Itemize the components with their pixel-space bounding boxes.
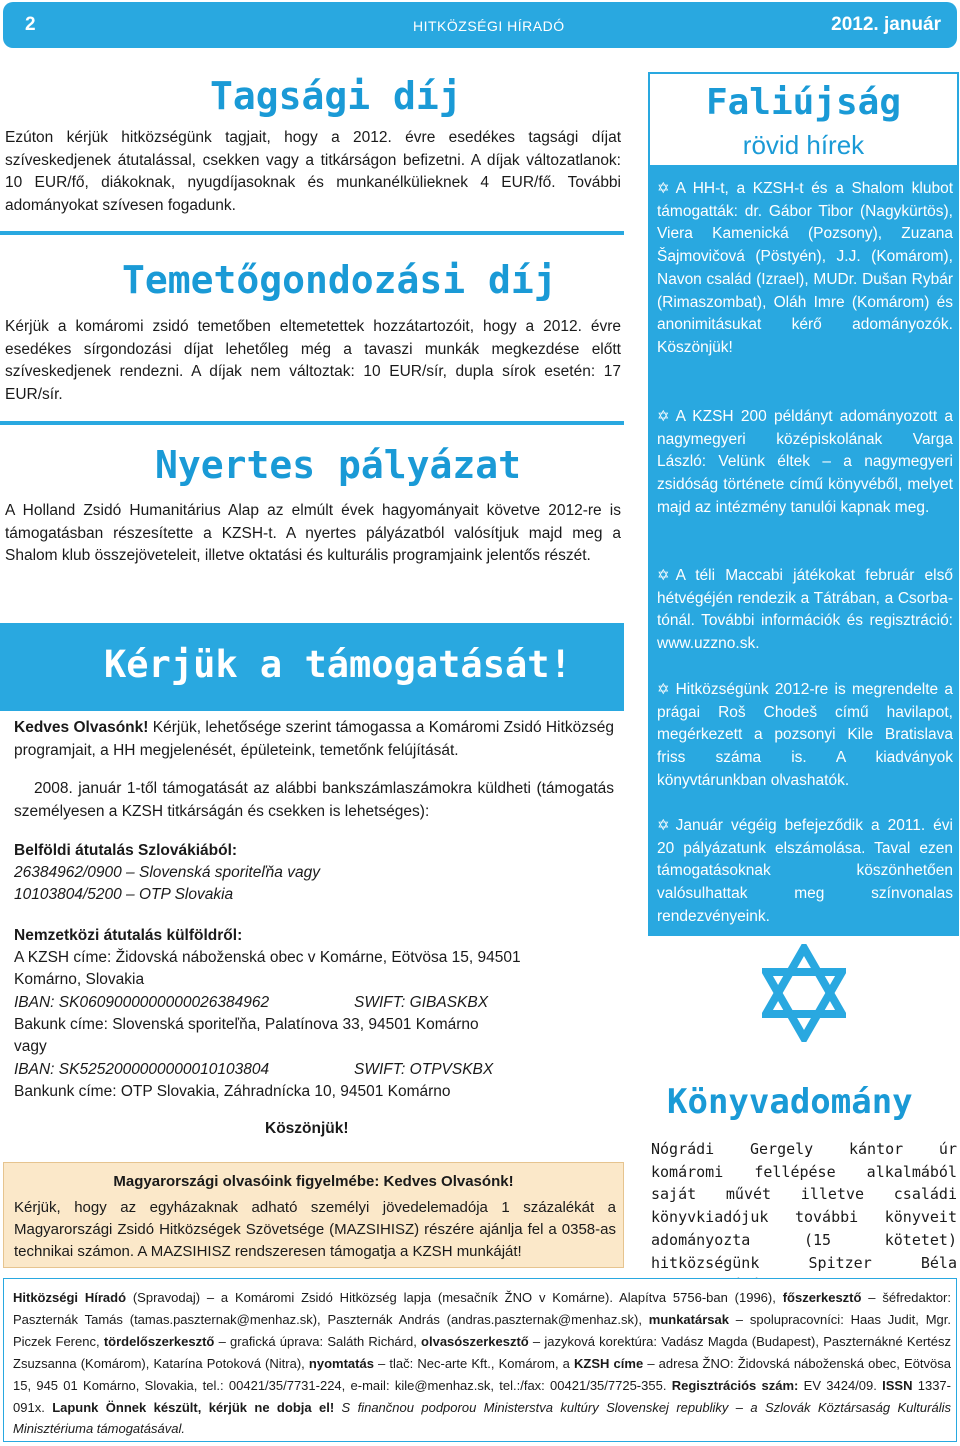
kzsh-address-2: Komárno, Slovakia [14, 971, 145, 988]
iban-2: IBAN: SK5252000000000010103804 [14, 1061, 270, 1078]
notice-heading: Magyarországi olvasóink figyelmébe: Kedves Olvasónk! [113, 1173, 514, 1190]
swift-2: SWIFT: OTPVSKBX [354, 1061, 494, 1078]
star-of-david-icon: ✡ [657, 180, 670, 197]
support-banner [0, 623, 624, 711]
swift-1: SWIFT: GIBASKBX [354, 994, 489, 1011]
or-text: vagy [14, 1038, 47, 1055]
konyvadomany-text: Nógrádi Gergely kántor úr komáromi fellépése alkalmából saját művét illetve családi könyvkiadójuk további könyveit adományozta (15 kötetet) hitközségünk Spitzer Béla [651, 1140, 957, 1272]
news-item: ✡ A téli Maccabi játékokat február első hétvégéjén rendezik a Tátrában, a Csorba-tónál. További információk és regisztráció: www.uzzno.sk. [657, 567, 953, 653]
impressum-part: – šéfredaktor: Paszternák Tamás (tamas.paszternak@menhaz.sk), Paszternák András (andras.paszternak@menhaz.sk), [13, 1290, 951, 1327]
star-of-david-icon: ✡ [657, 681, 670, 698]
sidebar-title: Faliújság [705, 82, 902, 123]
impressum-box [3, 1278, 957, 1442]
issue-date: 2012. január [831, 14, 941, 35]
palyazat-text: A Holland Zsidó Humanitárius Alap az elmúlt évek hagyományait követve 2012-re is támogatásban részesítette a KZSH-t. A nyertes pályázatból valósítjuk majd meg a Shalom klub összejöveteleit, illetve oktatási és kulturális programjaink jelentős részét. [5, 502, 621, 565]
impressum-part: EV 3424/09. [798, 1377, 883, 1393]
greeting: Kedves Olvasónk! [14, 719, 149, 736]
sidebar-subtitle: rövid hírek [742, 130, 865, 160]
impressum-part: S finančnou podporou Ministerstva kultúry Slovenskej republiky – a Szlovák Köztársaság Kulturális Minisztériuma támogatásával. [13, 1399, 951, 1437]
domestic-account-1: 26384962/0900 – Slovenská sporiteľňa vagy [14, 864, 320, 881]
publication-name: HITKÖZSÉGI HÍRADÓ [413, 18, 565, 34]
impressum-part: Lapunk Önnek készült, kérjük ne dobja el! [52, 1399, 335, 1415]
tagsagi-text: Ezúton kérjük hitközségünk tagjait, hogy a 2012. évre esedékes tagsági díjat szíveskedjenek átutalással, csekken vagy a titkárságon befizetni. A díjak változatlanok: 10 EUR/fő, diákoknak, nyugdíjasoknak és munkanélkülieknek 4 EUR/fő. További adományokat szívesen fogadunk. [5, 129, 621, 214]
impressum-part: – tlač: Nec-arte Kft., Komárom, a [373, 1355, 575, 1371]
star-of-david-icon: ✡ [657, 567, 670, 584]
page-number: 2 [25, 14, 36, 35]
divider [0, 231, 624, 235]
hungary-notice-box [3, 1162, 624, 1268]
impressum-part: Hitközségi Híradó [13, 1290, 127, 1305]
news-item: ✡ A HH-t, a KZSH-t és a Shalom klubot támogatták: dr. Gábor Tibor (Nagykürtös), Viera Kamenická (Pozsony), Zuzana Šajmovičová (Pöstyén), J.J. (Komárom), Navon család (Izrael), MUDr. Dušan Rybár (Rimaszombat), Oláh Imre (Komárom) és anonimitásukat kérő adományozók. Köszönjük! [657, 180, 953, 356]
intl-heading: Nemzetközi átutalás külföldről: [14, 927, 243, 944]
impressum-part: – adresa ŽNO: Židovská náboženská obec, Eötvösa 15, 945 01 Komárno, Slovakia, tel.: 00421/35/7731-224, e-mail: kile@menhaz.sk, tel.:/fax: 00421/35/7725-355. [13, 1355, 952, 1393]
palyazat-title: Nyertes pályázat [155, 443, 522, 487]
bank-1-address: Bakunk címe: Slovenská sporiteľňa, Palatínova 33, 94501 Komárno [14, 1016, 479, 1033]
bank-2-address: Bankunk címe: OTP Slovakia, Záhradnícka 10, 94501 Komárno [14, 1083, 451, 1100]
domestic-heading: Belföldi átutalás Szlovákiából: [14, 842, 238, 859]
domestic-account-2: 10103804/5200 – OTP Slovakia [14, 886, 234, 903]
impressum-part: Regisztrációs szám: [671, 1377, 799, 1393]
impressum-part: ISSN [882, 1377, 913, 1393]
support-intro-text: Kérjük, lehetősége szerint támogassa a Komáromi Zsidó Hitközség programjait, a HH megjelenését, épületeink, temetőnk felújítását. [14, 719, 614, 759]
divider [0, 421, 624, 425]
impressum-part: – jazyková korektúra: Vadász Magda (Budapest), Paszternákné Kertész Zsuzsanna (Komárom), Katarína Potoková (Nitra), [13, 1333, 951, 1371]
temeto-title: Temetőgondozási díj [122, 258, 557, 302]
impressum-part: KZSH címe [574, 1355, 644, 1371]
konyvadomany-title: Könyvadomány [667, 1082, 913, 1122]
support-banner-title: Kérjük a támogatását! [104, 643, 572, 686]
impressum-part: tördelőszerkesztő [103, 1333, 215, 1349]
impressum-part: nyomtatás [308, 1355, 374, 1371]
star-of-david-icon [762, 944, 846, 1042]
impressum-part: – spolupracovníci: Haas Judit, Mgr. Piczek Ferenc, [13, 1311, 951, 1349]
notice-body: Kérjük, hogy az egyházaknak adható személyi jövedelemadója 1 százalékát a Magyarországi Zsidó Hitközségek Szövetsége (MAZSIHISZ) részére ajánlja fel a 0358-as technikai számon. A MAZSIHISZ rendszeresen támogatja a KZSH munkáját! [14, 1199, 616, 1260]
faliujsag-sidebar [648, 72, 959, 936]
impressum-part: (Spravodaj) – a Komáromi Zsidó Hitközség lapja (mesačník ŽNO v Komárne). Alapítva 5756-ban (1996), [126, 1290, 783, 1305]
star-of-david-icon: ✡ [657, 817, 670, 834]
page-header-bar [3, 2, 957, 48]
kzsh-address-1: A KZSH címe: Židovská náboženská obec v Komárne, Eötvösa 15, 94501 [14, 949, 521, 966]
star-of-david-icon: ✡ [657, 408, 670, 425]
news-item: ✡ Hitközségünk 2012-re is megrendelte a prágai Roš Chodeš című havilapot, megérkezett a pozsonyi Kile Bratislava friss száma is. A kiadványok könyvtárunkban olvashatók. [657, 681, 953, 789]
news-item: ✡ Január végéig befejeződik a 2011. évi 20 pályázatunk elszámolása. Taval ezen támogatásoknak köszönhetően valósulhattak meg színvonalas rendezvényeink. [657, 817, 953, 925]
support-para2: 2008. január 1-től támogatását az alábbi bankszámlaszámokra küldheti (támogatás személyesen a KZSH titkárságán és csekken is lehetséges): [14, 780, 614, 820]
news-item: ✡ A KZSH 200 példányt adományozott a nagymegyeri középiskolának Varga László: Velünk éltek – a nagymegyeri zsidóság története című könyvéből, melyet majd az intézmény tanulói kapnak meg. [657, 408, 953, 516]
thanks: Köszönjük! [265, 1120, 349, 1137]
sidebar-header [648, 72, 959, 167]
iban-1: IBAN: SK0609000000000026384962 [14, 994, 270, 1011]
impressum-part: munkatársak [648, 1311, 729, 1327]
impressum-part: 1337-091x. [13, 1377, 951, 1415]
impressum-part: olvasószerkesztő [421, 1333, 529, 1349]
temeto-text: Kérjük a komáromi zsidó temetőben eltemetettek hozzátartozóit, hogy a 2012. évre esedékes sírgondozási díjat lehetőleg még a tavaszi munkák megkezdése előtt szíveskedjenek rendezni. A díjak nem változtak: 10 EUR/sír, dupla sírok esetén: 17 EUR/sír. [5, 318, 621, 403]
tagsagi-title: Tagsági díj [210, 74, 462, 118]
impressum-part: főszerkesztő [782, 1290, 862, 1305]
impressum-text [13, 1287, 951, 1440]
support-intro [14, 717, 614, 762]
impressum-part: – grafická úprava: Saláth Richárd, [214, 1333, 422, 1349]
